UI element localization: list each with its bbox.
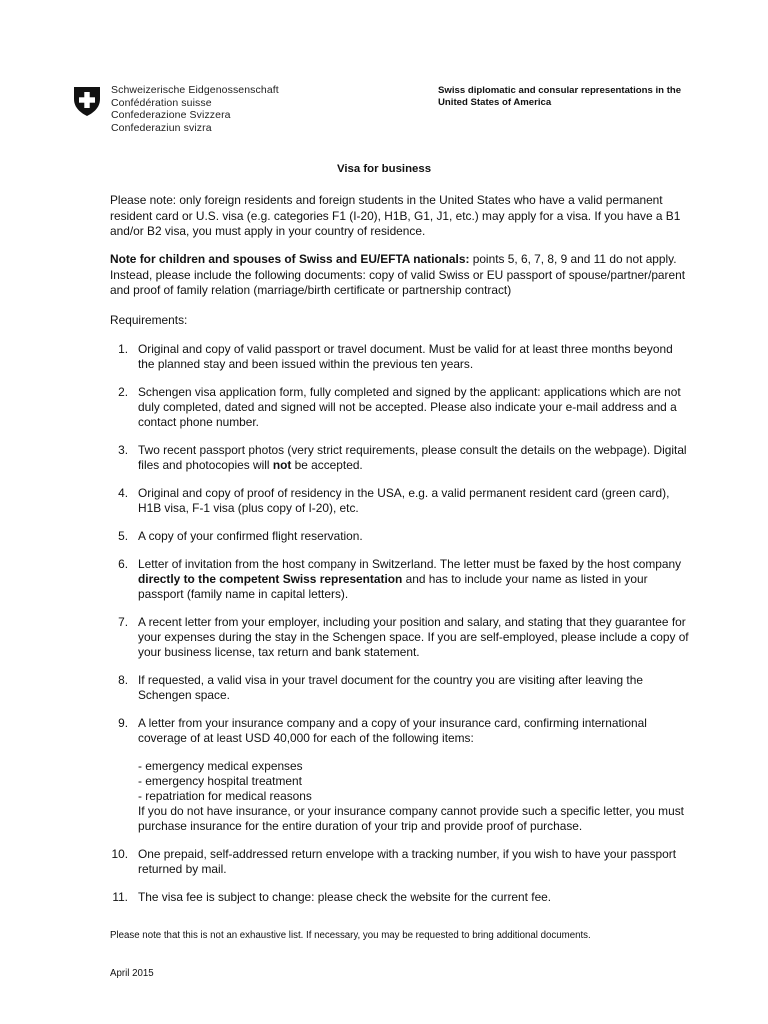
swiss-shield-crest-icon [73, 86, 101, 117]
note-paragraph [110, 252, 690, 299]
requirement-item [110, 557, 690, 602]
requirement-number: 7. [118, 615, 128, 629]
requirement-item [110, 342, 690, 372]
requirement-text-part: Letter of invitation from the host company in Switzerland. The letter must be faxed by the host company [138, 557, 682, 571]
requirement-text [138, 557, 690, 602]
intro-paragraph: Please note: only foreign residents and foreign students in the United States who have a valid permanent resident card or U.S. visa (e.g. categories F1 (I-20), H1B, G1, J1, etc.) may apply for a visa. If you have a B1 and/or B2 visa, you must apply in your country of residence. [110, 193, 681, 239]
requirement-number: 4. [118, 486, 128, 500]
requirement-text [138, 443, 690, 473]
requirement-number: 2. [118, 385, 128, 399]
requirement-item [110, 443, 690, 473]
requirement-item [110, 385, 690, 430]
requirement-text: If requested, a valid visa in your travel document for the country you are visiting after leaving the Schengen space. [138, 673, 643, 702]
footnote: Please note that this is not an exhaustive list. If necessary, you may be requested to bring additional documents. [110, 930, 591, 941]
coverage-item: - emergency medical expenses [138, 759, 303, 773]
requirements-label: Requirements: [110, 313, 188, 327]
requirement-body [138, 557, 690, 602]
requirement-body [138, 890, 690, 905]
requirement-item [110, 486, 690, 516]
requirement-text: Original and copy of proof of residency in the USA, e.g. a valid permanent resident card (green card), H1B visa, F-1 visa (plus copy of I-20), etc. [138, 486, 670, 515]
requirement-emphasis: directly to the competent Swiss representation [138, 572, 403, 586]
requirement-item [110, 890, 690, 905]
requirement-body [138, 529, 690, 544]
federation-name-it: Confederazione Svizzera [111, 109, 231, 122]
coverage-items [138, 759, 690, 804]
requirement-item [110, 847, 690, 877]
requirement-number: 9. [118, 716, 128, 730]
coverage-item: - repatriation for medical reasons [138, 789, 312, 803]
requirement-number: 6. [118, 557, 128, 571]
requirement-text: One prepaid, self-addressed return envelope with a tracking number, if you wish to have your passport returned by mail. [138, 847, 677, 876]
requirement-text-part: and has to include your name as listed in your passport (family name in capital letters). [138, 572, 648, 601]
note-text: points 5, 6, 7, 8, 9 and 11 do not apply. Instead, please include the following documents: copy of valid Swiss or EU passport of spouse/partner/parent and proof of family relation (marriage/birth certificate or partnership contract) [110, 252, 686, 298]
requirement-text: The visa fee is subject to change: please check the website for the current fee. [138, 890, 552, 904]
requirement-text: A recent letter from your employer, including your position and salary, and stating that they guarantee for your expenses during the stay in the Schengen space. If you are self-employed, please include a copy of your business license, tax return and bank statement. [138, 615, 689, 659]
requirement-number: 1. [118, 342, 128, 356]
requirement-text-part: Two recent passport photos (very strict requirements, please consult the details on the webpage). Digital files and photocopies will [138, 443, 687, 472]
requirement-body [138, 486, 690, 516]
requirement-body [138, 443, 690, 473]
requirement-text: A letter from your insurance company and a copy of your insurance card, confirming international coverage of at least USD 40,000 for each of the following items: [138, 716, 647, 745]
requirement-item [110, 716, 690, 834]
requirement-body [138, 615, 690, 660]
requirement-body [138, 847, 690, 877]
requirement-text-part: be accepted. [291, 458, 363, 472]
requirement-item [110, 529, 690, 544]
requirement-number: 5. [118, 529, 128, 543]
requirement-number: 3. [118, 443, 128, 457]
document-title: Visa for business [336, 163, 432, 175]
requirement-number: 8. [118, 673, 128, 687]
requirement-number: 11. [112, 890, 128, 904]
requirement-item [110, 615, 690, 660]
requirement-text: Schengen visa application form, fully completed and signed by the applicant: applications which are not duly completed, dated and signed will not be accepted. Please also indicate your e-mail address and a contact phone number. [138, 385, 681, 429]
requirement-item [110, 673, 690, 703]
federation-names [111, 84, 279, 134]
document-date: April 2015 [110, 968, 154, 979]
requirements-list [110, 342, 690, 918]
requirement-followup-text: If you do not have insurance, or your insurance company cannot provide such a specific letter, you must purchase insurance for the entire duration of your trip and provide proof of purchase. [138, 804, 684, 833]
requirement-text: Original and copy of valid passport or travel document. Must be valid for at least three months beyond the planned stay and been issued within the previous ten years. [138, 342, 673, 371]
requirement-body [138, 716, 690, 834]
requirement-body [138, 673, 690, 703]
coverage-item: - emergency hospital treatment [138, 774, 302, 788]
requirement-number: 10. [111, 847, 128, 861]
representation-heading: Swiss diplomatic and consular representations in the United States of America [438, 85, 682, 108]
federation-name-rm: Confederaziun svizra [111, 121, 212, 134]
requirement-emphasis: not [272, 458, 292, 472]
note-bold-lead: Note for children and spouses of Swiss and EU/EFTA nationals: [110, 252, 470, 266]
requirement-body [138, 342, 690, 372]
requirement-body [138, 385, 690, 430]
federation-name-de: Schweizerische Eidgenossenschaft [111, 84, 279, 96]
requirement-text: A copy of your confirmed flight reservation. [138, 529, 363, 543]
federation-name-fr: Confédération suisse [111, 96, 212, 109]
